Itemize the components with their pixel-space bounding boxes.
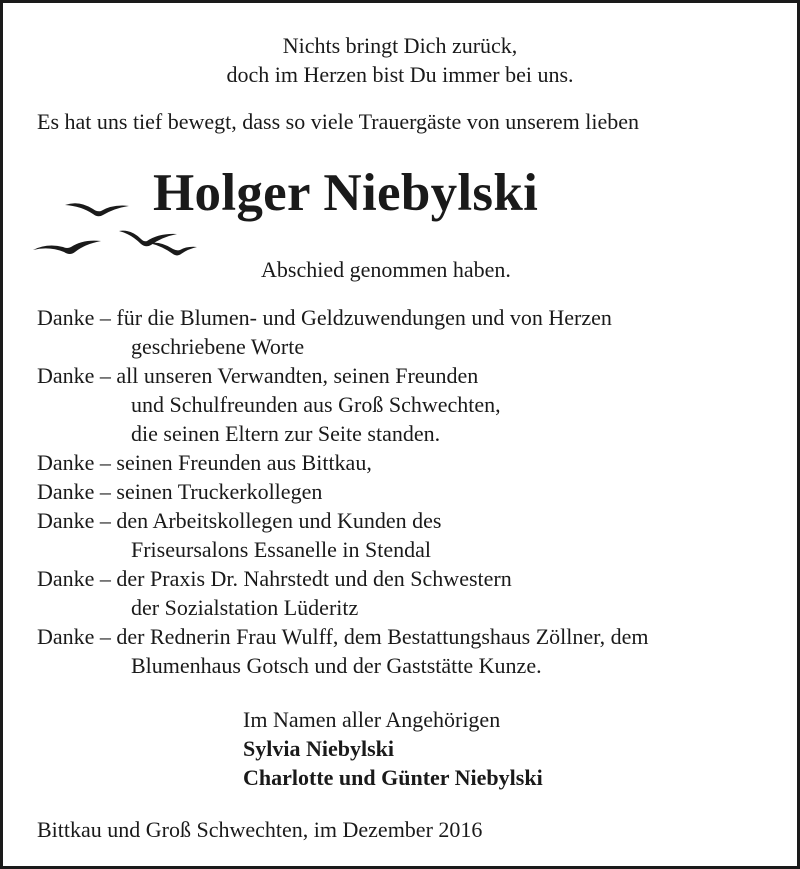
list-item	[37, 448, 372, 477]
list-item	[37, 477, 322, 506]
thanks-line: der Rednerin Frau Wulff, dem Bestattungshaus Zöllner, dem	[116, 624, 649, 649]
signer-1: Sylvia Niebylski	[243, 736, 394, 761]
signer-2: Charlotte und Günter Niebylski	[243, 765, 543, 790]
intro-text: Es hat uns tief bewegt, dass so viele Trauergäste von unserem lieben	[37, 109, 640, 134]
thanks-line: der Praxis Dr. Nahrstedt und den Schwestern	[116, 566, 512, 591]
signature-intro: Im Namen aller Angehörigen	[243, 707, 501, 732]
thanks-line: Blumenhaus Gotsch und der Gaststätte Kunze.	[131, 653, 542, 678]
thanks-prefix: Danke –	[37, 566, 117, 591]
thanks-prefix: Danke –	[37, 479, 117, 504]
thanks-prefix: Danke –	[37, 508, 117, 533]
thanks-line: für die Blumen- und Geldzuwendungen und von Herzen	[116, 305, 612, 330]
thanks-line: seinen Freunden aus Bittkau,	[116, 450, 372, 475]
place-date: Bittkau und Groß Schwechten, im Dezember 2016	[37, 817, 483, 842]
thanks-line: und Schulfreunden aus Groß Schwechten,	[131, 392, 501, 417]
thanks-prefix: Danke –	[37, 305, 117, 330]
thanks-prefix: Danke –	[37, 624, 117, 649]
epigraph-line-1: Nichts bringt Dich zurück,	[282, 33, 518, 58]
thanks-line: der Sozialstation Lüderitz	[131, 595, 359, 620]
thanks-line: den Arbeitskollegen und Kunden des	[116, 508, 442, 533]
list-item	[37, 361, 478, 390]
thanks-line: die seinen Eltern zur Seite standen.	[131, 421, 441, 446]
deceased-name: Holger Niebylski	[153, 164, 539, 222]
thanks-line: Friseursalons Essanelle in Stendal	[131, 537, 432, 562]
thanks-line: geschriebene Worte	[131, 334, 305, 359]
list-item	[37, 303, 612, 332]
list-item	[37, 622, 648, 651]
thanks-prefix: Danke –	[37, 363, 117, 388]
farewell-text: Abschied genommen haben.	[261, 257, 511, 282]
thanks-line: seinen Truckerkollegen	[116, 479, 323, 504]
list-item	[37, 564, 512, 593]
thanks-line: all unseren Verwandten, seinen Freunden	[116, 363, 479, 388]
epigraph-line-2: doch im Herzen bist Du immer bei uns.	[226, 62, 574, 87]
list-item	[37, 506, 441, 535]
thanks-prefix: Danke –	[37, 450, 117, 475]
